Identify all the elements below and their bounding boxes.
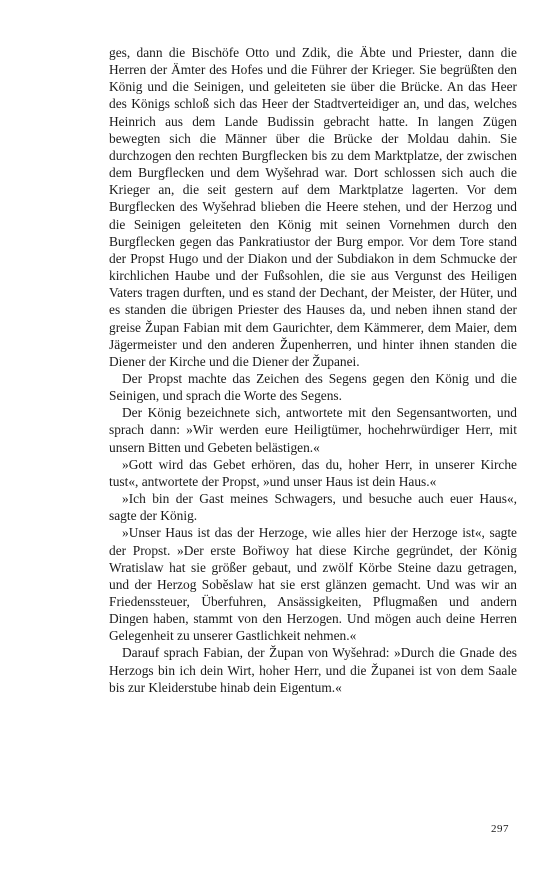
page-number: 297 — [491, 823, 509, 835]
body-text — [109, 44, 517, 696]
paragraph: »Gott wird das Gebet erhören, das du, hoher Herr, in unserer Kirche tust«, antwortete der Propst, »und unser Haus ist dein Haus.« — [109, 456, 517, 489]
paragraph: Darauf sprach Fabian, der Župan von Wyšehrad: »Durch die Gnade des Herzogs bin ich dein Wirt, hoher Herr, und die Županei ist von dem Saale bis zur Kleiderstube hinab dein Eigentum.« — [109, 645, 517, 695]
paragraph: Der Propst machte das Zeichen des Segens gegen den König und die Seinigen, und sprach die Worte des Segens. — [109, 370, 517, 404]
paragraph: »Ich bin der Gast meines Schwagers, und besuche auch euer Haus«, sagte der König. — [109, 491, 517, 524]
paragraph: ges, dann die Bischöfe Otto und Zdik, die Äbte und Priester, dann die Herren der Ämter des Hofes und die Führer der Krieger. Sie begrüßten den König und die Seinigen, und geleiteten sie über die Brücke. An das Heer des Königs schloß sich das Heer der Stadtverteidiger an, und das, welches Heinrich aus dem Lande Budissin gebracht hatte. In langen Zügen bewegten sich die Männer über die Brücke der Moldau dahin. Sie durchzogen den rechten Burgflecken bis zu dem Marktplatze, der zwischen dem Burgflecken und dem Wyšehrad war. Dort schlossen sich auch die Krieger an, die seit gestern auf dem Marktplatze lagerten. Vor dem Burgflecken des Wyšehrad blieben die Heere stehen, und der Herzog und die Seinigen geleiteten den König mit seinen Vornehmen durch den Burgflecken gegen das Pankratiustor der Burg empor. Vor dem Tore stand der Propst Hugo und der Diakon und der Subdiakon in dem Schmucke der kirchlichen Haube und der Fußsohlen, die sie aus Vergunst des Heiligen Vaters tragen durften, und es stand der Dechant, der Meister, der Hüter, und es standen die übrigen Priester des Hauses da, und neben ihnen stand der greise Župan Fabian mit dem Gaurichter, dem Kämmerer, dem Maier, dem Jägermeister und den anderen Župenherren, und hinter ihnen standen die Diener der Kirche und die Diener der Županei. — [109, 45, 517, 369]
paragraph: »Unser Haus ist das der Herzoge, wie alles hier der Herzoge ist«, sagte der Propst. »Der erste Bořiwoy hat diese Kirche gegründet, der König Wratislaw hat sie größer gebaut, und zwölf Körbe Steine dazu getragen, und der Herzog Soběslaw hat sie erst glänzen gemacht. Und was wir an Friedenssteuer, Überfuhren, Ansässigkeiten, Pflugmaßen und andern Dingen haben, stammt von den Herzogen. Und mögen auch deine Herren Gelegenheit zu unserer Gastlichkeit nehmen.« — [109, 525, 517, 644]
paragraph: Der König bezeichnete sich, antwortete mit den Segensantworten, und sprach dann: »Wir werden eure Heiligtümer, hochehrwürdiger Herr, mit unsern Bitten und Gebeten belästigen.« — [109, 405, 517, 455]
